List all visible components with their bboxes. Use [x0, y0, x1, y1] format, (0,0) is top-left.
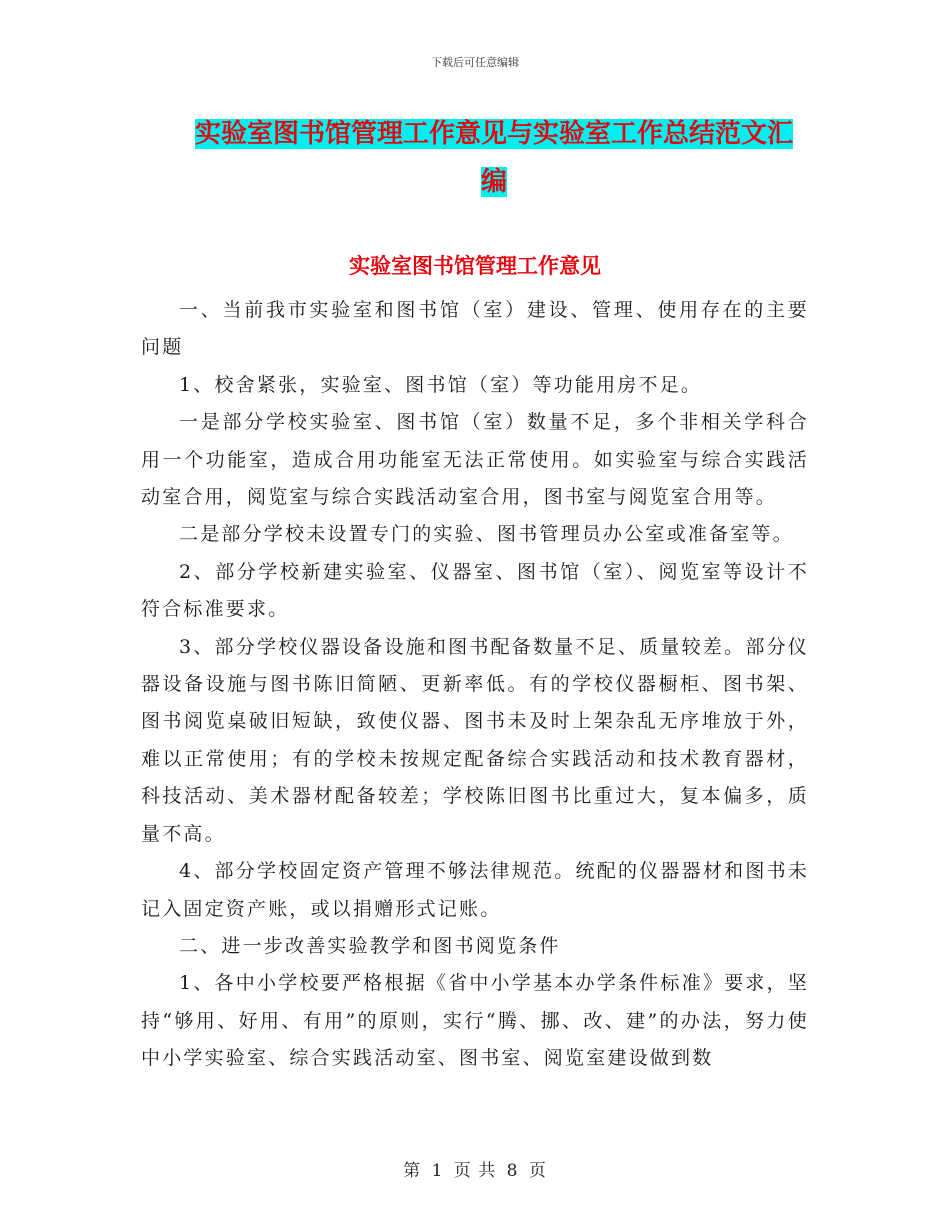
- page-header-note: 下载后可任意编辑: [431, 56, 519, 69]
- paragraph: 4、部分学校固定资产管理不够法律规范。统配的仪器器材和图书未记入固定资产账，或以捐赠形式记账。: [141, 860, 809, 920]
- current-page-number: 1: [431, 1161, 444, 1181]
- footer-suffix: 页: [528, 1161, 547, 1181]
- paragraph: 一是部分学校实验室、图书馆（室）数量不足，多个非相关学科合用一个功能室，造成合用功能室无法正常使用。如实验室与综合实践活动室合用，阅览室与综合实践活动室合用，图书室与阅览室合用等。: [141, 411, 809, 509]
- document-title-line2: 编: [480, 167, 507, 197]
- document-body: [141, 292, 809, 1078]
- total-pages-number: 8: [506, 1161, 519, 1181]
- paragraph: 一、当前我市实验室和图书馆（室）建设、管理、使用存在的主要问题: [141, 299, 809, 359]
- page-footer: [0, 1156, 950, 1181]
- section-title: 实验室图书馆管理工作意见: [349, 253, 601, 278]
- paragraph: 2、部分学校新建实验室、仪器室、图书馆（室）、阅览室等设计不符合标准要求。: [141, 560, 809, 621]
- paragraph: 二、进一步改善实验教学和图书阅览条件: [179, 934, 561, 957]
- paragraph: 1、校舍紧张，实验室、图书馆（室）等功能用房不足。: [179, 373, 703, 396]
- document-title: [195, 110, 805, 206]
- paragraph: 1、各中小学校要严格根据《省中小学基本办学条件标准》要求，坚持“够用、好用、有用”的原则，实行“腾、挪、改、建”的办法，努力使中小学实验室、综合实践活动室、图书室、阅览室建设做到数: [141, 972, 809, 1070]
- paragraph: 二是部分学校未设置专门的实验、图书管理员办公室或准备室等。: [179, 523, 794, 546]
- footer-prefix: 第: [403, 1161, 422, 1181]
- footer-mid: 页 共: [453, 1161, 497, 1181]
- paragraph: 3、部分学校仪器设备设施和图书配备数量不足、质量较差。部分仪器设备设施与图书陈旧简陋、更新率低。有的学校仪器橱柜、图书架、图书阅览桌破旧短缺，致使仪器、图书未及时上架杂乱无序堆放于外，难以正常使用；有的学校未按规定配备综合实践活动和技术教育器材，科技活动、美术器材配备较差；学校陈旧图书比重过大，复本偏多，质量不高。: [141, 635, 809, 845]
- document-title-line1: 实验室图书馆管理工作意见与实验室工作总结范文汇: [195, 119, 794, 149]
